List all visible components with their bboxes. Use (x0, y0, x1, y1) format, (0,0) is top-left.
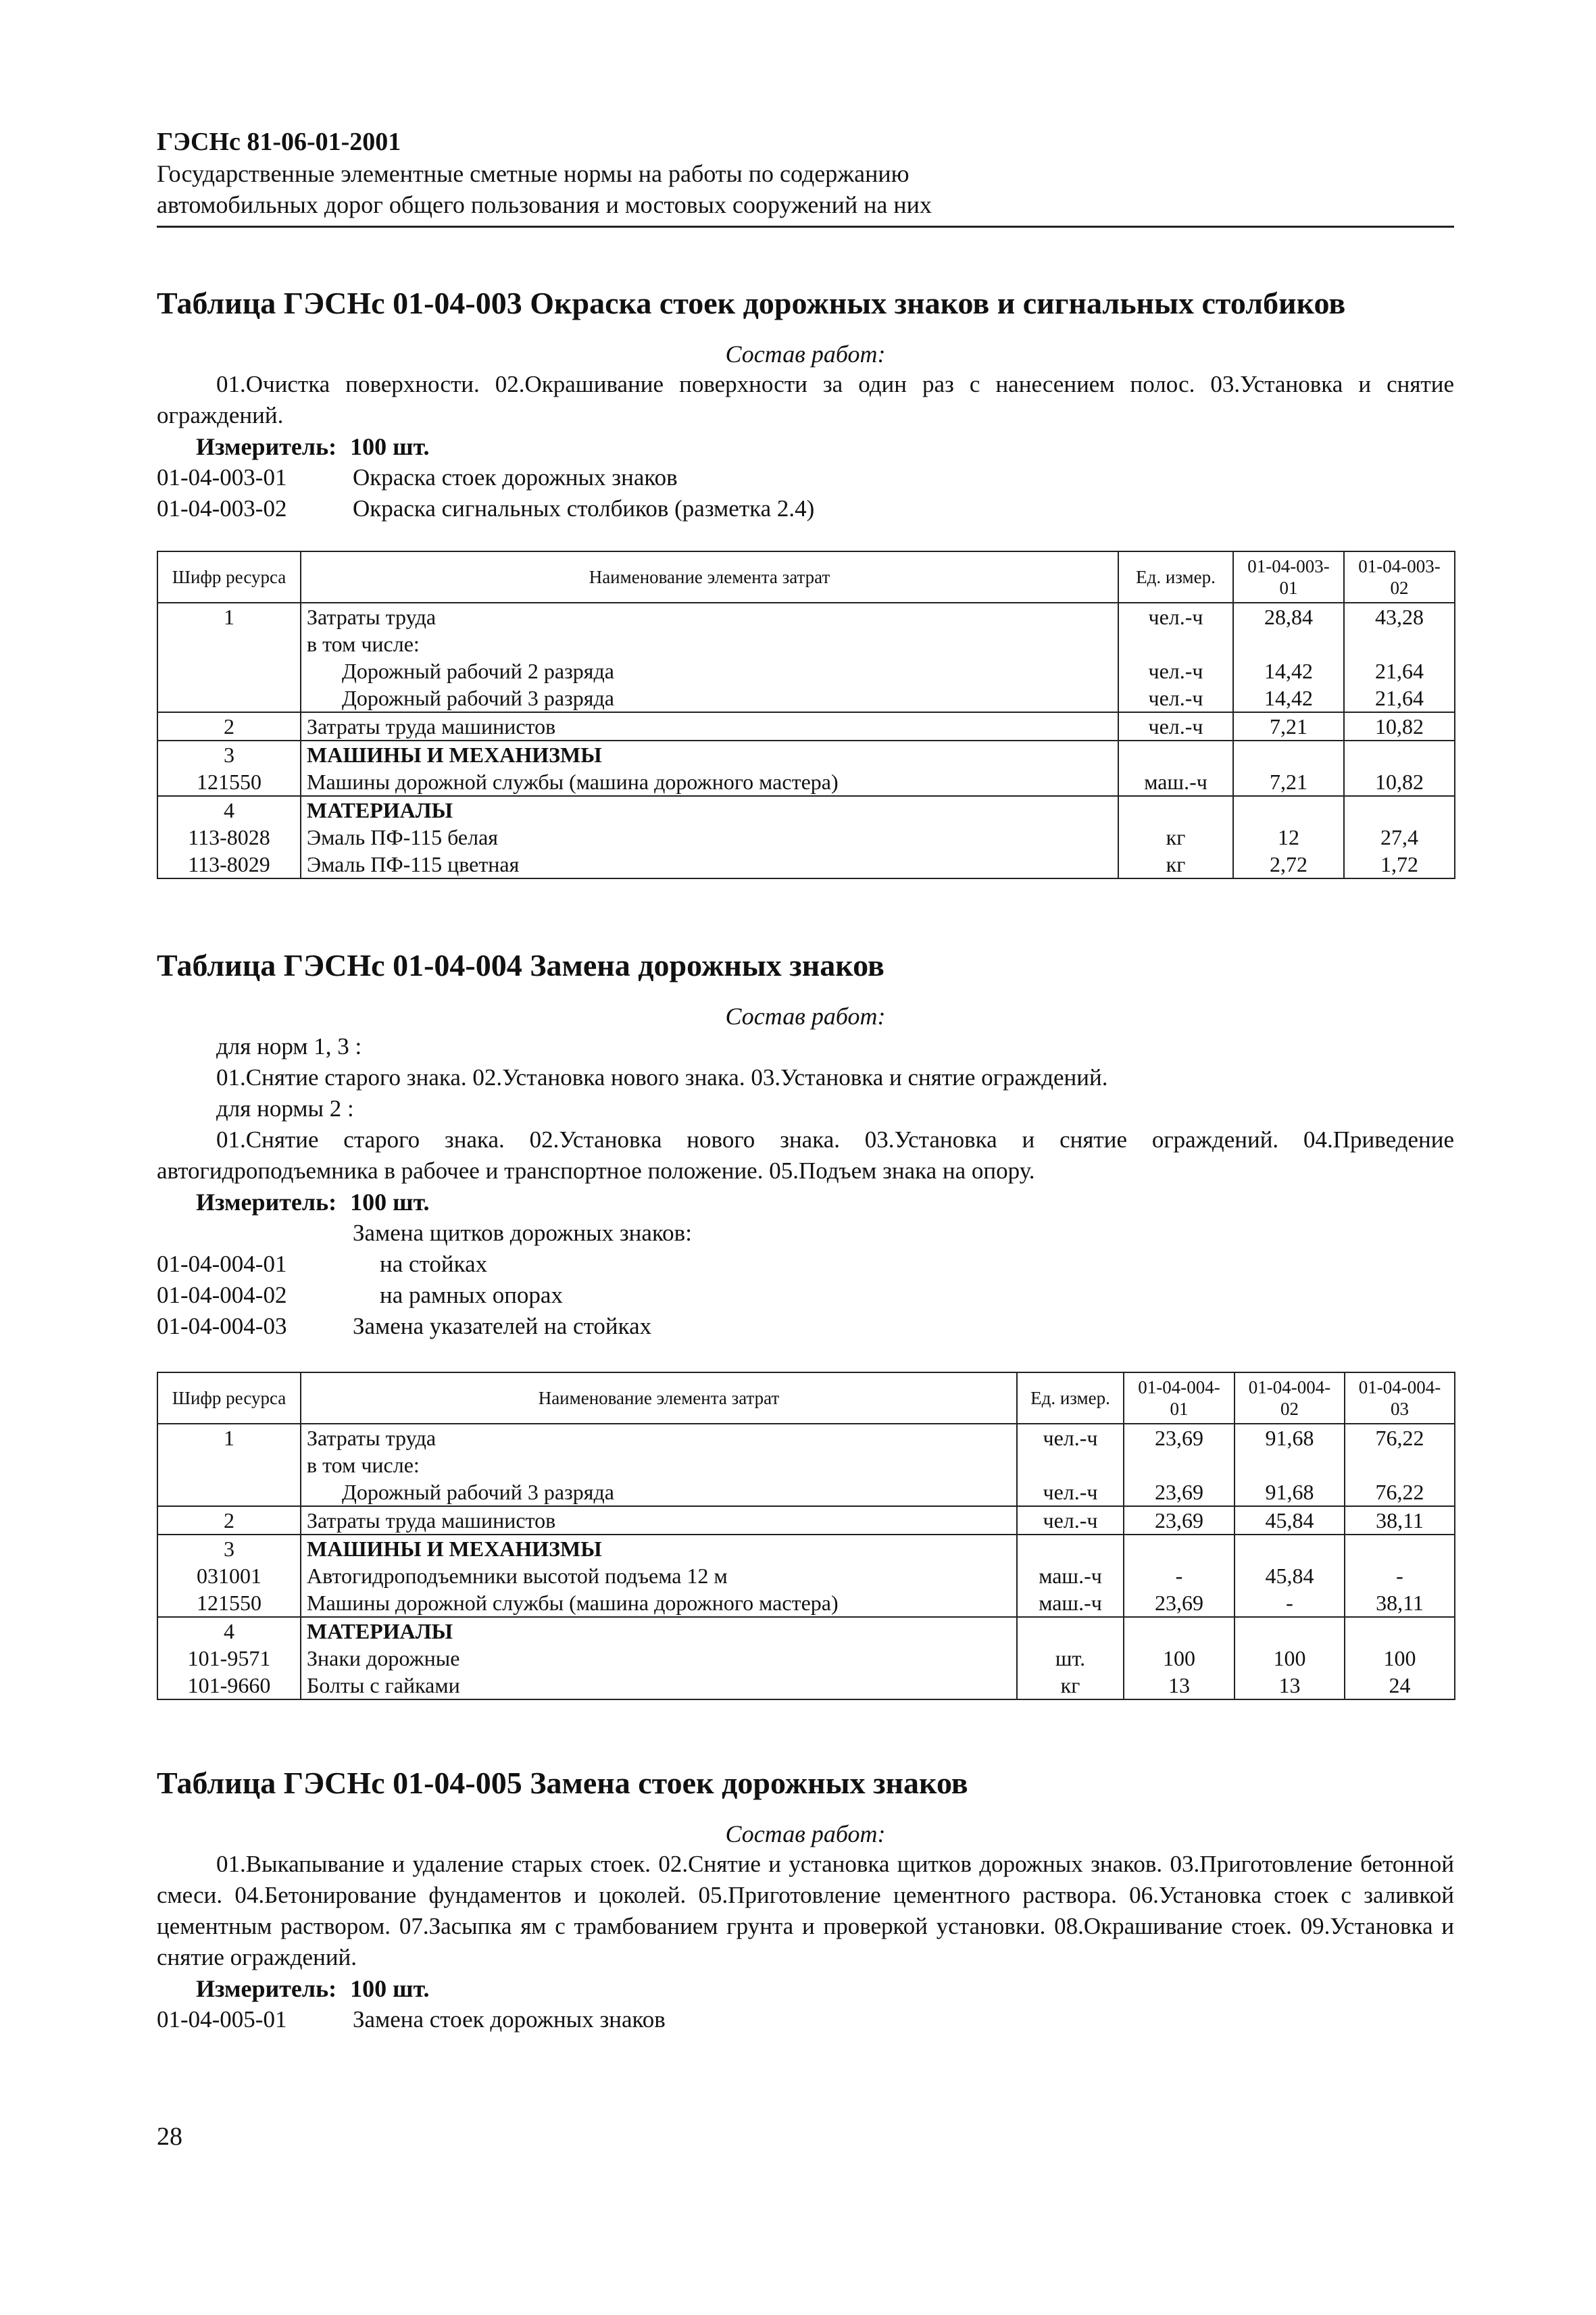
composition-text: 01.Выкапывание и удаление старых стоек. 02.Снятие и установка щитков дорожных знаков. 03.Приготовление бетонной смеси. 04.Бетонирование фундаментов и цоколей. 05.Приготовление цементного раствора. 06.Установка стоек с заливкой цементным раствором. 07.Засыпка ям с трамбованием грунта и проверкой установки. 08.Окрашивание стоек. 09.Установка и снятие ограждений. (157, 1851, 1454, 1970)
cell-unit: кг (1118, 851, 1233, 878)
table-row (157, 1589, 1455, 1617)
table-row (157, 741, 1455, 768)
cell-unit: шт. (1017, 1645, 1124, 1672)
cell-name: Машины дорожной службы (машина дорожного мастера) (301, 768, 1118, 796)
cell-name: Дорожный рабочий 3 разряда (301, 1478, 1017, 1506)
cell-value: 91,68 (1235, 1424, 1345, 1451)
cell-value (1344, 796, 1455, 824)
norm-item (157, 1280, 1454, 1311)
table-row (157, 768, 1455, 796)
section-01-04-003 (157, 284, 1454, 524)
cell-code: 1 (157, 1424, 301, 1451)
cell-code: 2 (157, 712, 301, 741)
cell-code: 101-9660 (157, 1672, 301, 1699)
cell-unit: кг (1118, 824, 1233, 851)
cell-value: 13 (1235, 1672, 1345, 1699)
table-row (157, 712, 1455, 741)
cell-unit (1118, 796, 1233, 824)
table-row (157, 1478, 1455, 1506)
table-row (157, 1506, 1455, 1535)
section-title: Таблица ГЭСНс 01-04-004 Замена дорожных знаков (157, 948, 884, 982)
table-row (157, 1562, 1455, 1589)
cell-name: МАТЕРИАЛЫ (301, 796, 1118, 824)
norm-code: 01-04-003-01 (157, 464, 287, 491)
cell-name: Автогидроподъемники высотой подъема 12 м (301, 1562, 1017, 1589)
cell-code: 4 (157, 796, 301, 824)
cell-unit: чел.-ч (1017, 1478, 1124, 1506)
norm-item (157, 493, 1454, 524)
norm-item (157, 1249, 1454, 1280)
cell-value (1235, 1535, 1345, 1562)
table-row (157, 1535, 1455, 1562)
cell-value: 10,82 (1344, 712, 1455, 741)
norm-name: Окраска сигнальных столбиков (разметка 2.4) (353, 495, 815, 522)
cell-name: Затраты труда машинистов (301, 1506, 1017, 1535)
cell-unit: маш.-ч (1017, 1562, 1124, 1589)
cell-name: Машины дорожной службы (машина дорожного мастера) (301, 1589, 1017, 1617)
norm-name: Замена стоек дорожных знаков (353, 2006, 666, 2033)
cell-unit: чел.-ч (1118, 657, 1233, 684)
norm-code: 01-04-003-02 (157, 495, 287, 522)
composition-text: 01.Снятие старого знака. 02.Установка нового знака. 03.Установка и снятие ограждений. 04.Приведение автогидроподъемника в рабочее и транспортное положение. 05.Подъем знака на опору. (157, 1126, 1454, 1184)
header-name: Наименование элемента затрат (301, 551, 1118, 603)
measure-value: 100 шт. (350, 1189, 430, 1216)
header-divider (157, 226, 1454, 228)
measure-label: Измеритель: (196, 1975, 337, 2002)
norm-code: 01-04-004-03 (157, 1313, 287, 1339)
table-row (157, 1451, 1455, 1478)
table-row (157, 1424, 1455, 1451)
cell-value: 100 (1345, 1645, 1455, 1672)
cell-name: в том числе: (301, 1451, 1017, 1478)
norm-name: Окраска стоек дорожных знаков (353, 464, 678, 491)
cell-name: Знаки дорожные (301, 1645, 1017, 1672)
cell-value: 7,21 (1233, 712, 1344, 741)
cell-unit: чел.-ч (1118, 603, 1233, 630)
table-row (157, 630, 1455, 657)
header-unit: Ед. измер. (1118, 551, 1233, 603)
cell-value: 43,28 (1344, 603, 1455, 630)
cell-value: 2,72 (1233, 851, 1344, 878)
cell-value (1233, 741, 1344, 768)
cell-value: 38,11 (1345, 1589, 1455, 1617)
cell-name: МАШИНЫ И МЕХАНИЗМЫ (301, 741, 1118, 768)
norm-name: на стойках (380, 1251, 488, 1277)
cell-value: 10,82 (1344, 768, 1455, 796)
cell-value (1124, 1451, 1235, 1478)
norm-item (157, 1311, 1454, 1342)
page-number: 28 (157, 2122, 182, 2151)
measure-value: 100 шт. (350, 1975, 430, 2002)
header-norm-1: 01-04-004-01 (1124, 1372, 1235, 1424)
norm-code: 01-04-004-01 (157, 1251, 287, 1277)
section-01-04-004 (157, 946, 1454, 1342)
cell-value (1235, 1451, 1345, 1478)
composition-condition: для норм 1, 3 : (216, 1033, 362, 1060)
norm-group-title: Замена щитков дорожных знаков: (353, 1220, 692, 1246)
cell-name: Дорожный рабочий 2 разряда (301, 657, 1118, 684)
cell-value: 27,4 (1344, 824, 1455, 851)
section-01-04-005 (157, 1764, 1454, 2035)
cell-code: 2 (157, 1506, 301, 1535)
document-header (157, 126, 1454, 220)
cell-name: Затраты труда (301, 1424, 1017, 1451)
cell-code (157, 1478, 301, 1506)
header-code: Шифр ресурса (157, 551, 301, 603)
composition-label: Состав работ: (725, 341, 886, 368)
cell-unit (1118, 630, 1233, 657)
cell-name: Эмаль ПФ-115 белая (301, 824, 1118, 851)
cell-value: 38,11 (1345, 1506, 1455, 1535)
measure (157, 1187, 1454, 1218)
cell-unit: чел.-ч (1118, 712, 1233, 741)
cell-value: 24 (1345, 1672, 1455, 1699)
cell-code: 101-9571 (157, 1645, 301, 1672)
table-row (157, 603, 1455, 630)
cell-name: Затраты труда машинистов (301, 712, 1118, 741)
table-01-04-003 (157, 551, 1455, 879)
cell-value (1124, 1617, 1235, 1645)
cell-value (1345, 1451, 1455, 1478)
norm-item (157, 462, 1454, 493)
cell-value (1235, 1617, 1345, 1645)
header-name: Наименование элемента затрат (301, 1372, 1017, 1424)
cell-code: 1 (157, 603, 301, 630)
cell-value: 91,68 (1235, 1478, 1345, 1506)
cell-code (157, 630, 301, 657)
cell-code: 121550 (157, 768, 301, 796)
cell-code: 113-8029 (157, 851, 301, 878)
cell-value: 23,69 (1124, 1478, 1235, 1506)
cell-name: Эмаль ПФ-115 цветная (301, 851, 1118, 878)
cell-name: Дорожный рабочий 3 разряда (301, 684, 1118, 712)
composition-text: 01.Очистка поверхности. 02.Окрашивание поверхности за один раз с нанесением полос. 03.Установка и снятие ограждений. (157, 371, 1454, 428)
composition-condition: для нормы 2 : (216, 1095, 354, 1122)
cell-value: 13 (1124, 1672, 1235, 1699)
cell-value (1344, 630, 1455, 657)
table-row (157, 824, 1455, 851)
cell-value (1345, 1535, 1455, 1562)
cell-value: 76,22 (1345, 1424, 1455, 1451)
cell-code (157, 684, 301, 712)
header-code: Шифр ресурса (157, 1372, 301, 1424)
cell-code: 3 (157, 1535, 301, 1562)
cell-value (1344, 741, 1455, 768)
norm-code: 01-04-004-02 (157, 1282, 287, 1308)
document-title-line-1: Государственные элементные сметные нормы на работы по содержанию (157, 160, 909, 187)
cell-unit: маш.-ч (1017, 1589, 1124, 1617)
cell-unit (1118, 741, 1233, 768)
cell-code (157, 657, 301, 684)
cell-value: 23,69 (1124, 1506, 1235, 1535)
norm-code: 01-04-005-01 (157, 2006, 287, 2033)
cell-unit: чел.-ч (1118, 684, 1233, 712)
measure-value: 100 шт. (350, 433, 430, 460)
document-title-line-2: автомобильных дорог общего пользования и мостовых сооружений на них (157, 191, 932, 218)
table-row (157, 1672, 1455, 1699)
norm-name: на рамных опорах (380, 1282, 563, 1308)
cell-name: МАШИНЫ И МЕХАНИЗМЫ (301, 1535, 1017, 1562)
cell-name: Затраты труда (301, 603, 1118, 630)
composition-label: Состав работ: (725, 1003, 886, 1030)
header-norm-3: 01-04-004-03 (1345, 1372, 1455, 1424)
norm-name: Замена указателей на стойках (353, 1313, 652, 1339)
measure (157, 1973, 1454, 2004)
cell-value: 45,84 (1235, 1562, 1345, 1589)
cell-code: 4 (157, 1617, 301, 1645)
cell-value: 1,72 (1344, 851, 1455, 878)
table-row (157, 1645, 1455, 1672)
cell-unit: чел.-ч (1017, 1424, 1124, 1451)
cell-value: 21,64 (1344, 657, 1455, 684)
cell-value: 76,22 (1345, 1478, 1455, 1506)
cell-value: 12 (1233, 824, 1344, 851)
section-title: Таблица ГЭСНс 01-04-005 Замена стоек дорожных знаков (157, 1766, 968, 1800)
table-row (157, 684, 1455, 712)
cell-unit (1017, 1617, 1124, 1645)
table-row (157, 796, 1455, 824)
table-row (157, 1617, 1455, 1645)
cell-value: - (1345, 1562, 1455, 1589)
cell-unit (1017, 1451, 1124, 1478)
cell-name: в том числе: (301, 630, 1118, 657)
cell-value (1345, 1617, 1455, 1645)
table-row (157, 657, 1455, 684)
cell-value: 45,84 (1235, 1506, 1345, 1535)
cell-unit: маш.-ч (1118, 768, 1233, 796)
table-row (157, 851, 1455, 878)
norm-item (157, 2004, 1454, 2035)
composition-text: 01.Снятие старого знака. 02.Установка нового знака. 03.Установка и снятие ограждений. (216, 1064, 1108, 1091)
cell-value: - (1124, 1562, 1235, 1589)
cell-code (157, 1451, 301, 1478)
cell-value: 100 (1235, 1645, 1345, 1672)
cell-unit: чел.-ч (1017, 1506, 1124, 1535)
header-norm-2: 01-04-003-02 (1344, 551, 1455, 603)
cell-value (1233, 630, 1344, 657)
cell-unit (1017, 1535, 1124, 1562)
cell-value: 23,69 (1124, 1589, 1235, 1617)
header-unit: Ед. измер. (1017, 1372, 1124, 1424)
cell-value: 7,21 (1233, 768, 1344, 796)
measure-label: Измеритель: (196, 433, 337, 460)
cell-value: 23,69 (1124, 1424, 1235, 1451)
cell-code: 121550 (157, 1589, 301, 1617)
cell-value: 21,64 (1344, 684, 1455, 712)
table-01-04-004 (157, 1372, 1455, 1700)
header-norm-1: 01-04-003-01 (1233, 551, 1344, 603)
cell-value (1233, 796, 1344, 824)
cell-unit: кг (1017, 1672, 1124, 1699)
measure (157, 431, 1454, 462)
cell-code: 113-8028 (157, 824, 301, 851)
cell-value (1124, 1535, 1235, 1562)
cell-value: - (1235, 1589, 1345, 1617)
cell-name: МАТЕРИАЛЫ (301, 1617, 1017, 1645)
measure-label: Измеритель: (196, 1189, 337, 1216)
cell-code: 3 (157, 741, 301, 768)
cell-value: 14,42 (1233, 684, 1344, 712)
cell-code: 031001 (157, 1562, 301, 1589)
cell-value: 100 (1124, 1645, 1235, 1672)
section-title: Таблица ГЭСНс 01-04-003 Окраска стоек дорожных знаков и сигнальных столбиков (157, 286, 1346, 320)
cell-value: 14,42 (1233, 657, 1344, 684)
header-norm-2: 01-04-004-02 (1235, 1372, 1345, 1424)
cell-value: 28,84 (1233, 603, 1344, 630)
cell-name: Болты с гайками (301, 1672, 1017, 1699)
document-code: ГЭСНс 81-06-01-2001 (157, 128, 401, 156)
composition-label: Состав работ: (725, 1820, 886, 1847)
